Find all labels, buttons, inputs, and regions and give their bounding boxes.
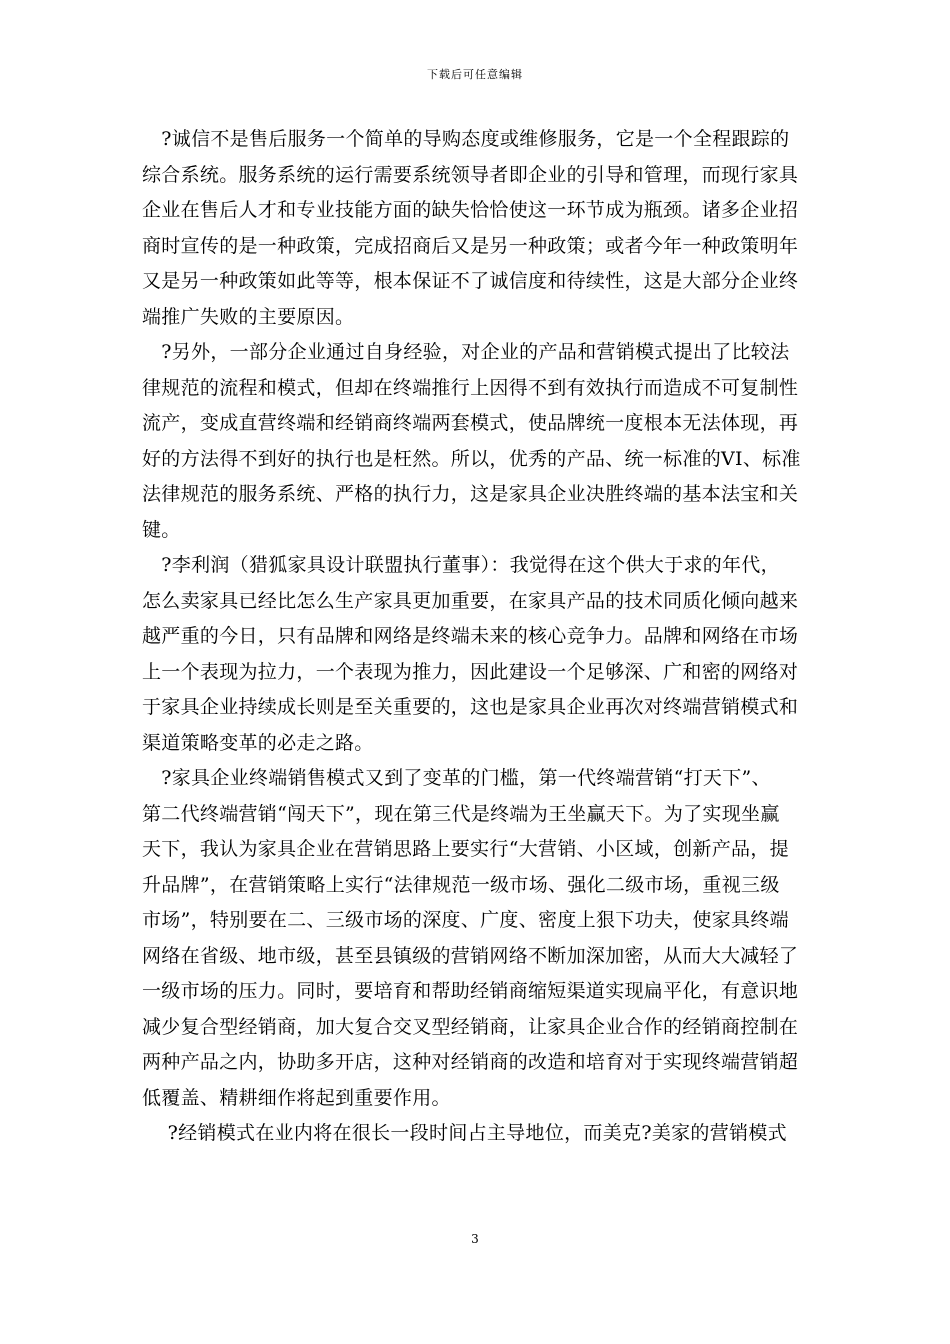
text-line: 怎么卖家具已经比怎么生产家具更加重要，在家具产品的技术同质化倾向越来 xyxy=(142,589,799,612)
text-line: ?经销模式在业内将在很长一段时间占主导地位，而美克?美家的营销模式 xyxy=(142,1122,787,1144)
paragraph-2 xyxy=(142,335,810,548)
document-body xyxy=(142,122,810,1152)
text-line: 低覆盖、精耕细作将起到重要作用。 xyxy=(142,1086,451,1109)
paragraph-4 xyxy=(142,761,810,1116)
text-line: 渠道策略变革的必走之路。 xyxy=(142,731,374,754)
text-line: 法律规范的服务系统、严格的执行力，这是家具企业决胜终端的基本法宝和关 xyxy=(142,483,799,505)
text-line: 一级市场的压力。同时，要培育和帮助经销商缩短渠道实现扁平化，有意识地 xyxy=(142,980,799,1002)
text-line: 流产，变成直营终端和经销商终端两套模式，使品牌统一度根本无法体现，再 xyxy=(142,412,799,434)
page-number: 3 xyxy=(471,1232,479,1246)
text-line: ?家具企业终端销售模式又到了变革的门槛，第一代终端营销“打天下”、 xyxy=(142,767,771,789)
text-line: 升品牌”，在营销策略上实行“法律规范一级市场、强化二级市场，重视三级 xyxy=(142,873,780,896)
text-line: ?诚信不是售后服务一个简单的导购态度或维修服务，它是一个全程跟踪的 xyxy=(142,128,790,150)
text-line: ?李利润（猎狐家具设计联盟执行董事）：我觉得在这个供大于求的年代， xyxy=(142,554,780,576)
text-line: 键。 xyxy=(142,518,181,541)
text-line: 越严重的今日，只有品牌和网络是终端未来的核心竞争力。品牌和网络在市场 xyxy=(142,625,799,647)
text-line: 减少复合型经销商，加大复合交叉型经销商，让家具企业合作的经销商控制在 xyxy=(142,1015,799,1038)
text-line: 商时宣传的是一种政策，完成招商后又是另一种政策；或者今年一种政策明年 xyxy=(142,234,799,257)
text-line: 又是另一种政策如此等等，根本保证不了诚信度和待续性，这是大部分企业终 xyxy=(142,270,799,292)
text-line: 律规范的流程和模式，但却在终端推行上因得不到有效执行而造成不可复制性 xyxy=(142,376,799,399)
paragraph-5 xyxy=(142,1116,810,1152)
paragraph-1 xyxy=(142,122,810,335)
text-line: 企业在售后人才和专业技能方面的缺失恰恰使这一环节成为瓶颈。诸多企业招 xyxy=(142,199,799,221)
text-line: 上一个表现为拉力，一个表现为推力，因此建设一个足够深、广和密的网络对 xyxy=(142,660,799,683)
text-line: 综合系统。服务系统的运行需要系统领导者即企业的引导和管理，而现行家具 xyxy=(142,163,799,186)
text-line: 天下，我认为家具企业在营销思路上要实行“大营销、小区域，创新产品，提 xyxy=(142,838,789,860)
page-header: 下载后可任意编辑 xyxy=(427,68,523,81)
text-line: 于家具企业持续成长则是至关重要的，这也是家具企业再次对终端营销模式和 xyxy=(142,696,799,718)
text-line: 好的方法得不到好的执行也是枉然。所以，优秀的产品、统一标准的VI、标准 xyxy=(142,447,801,470)
text-line: 端推广失败的主要原因。 xyxy=(142,305,355,328)
text-line: ?另外，一部分企业通过自身经验，对企业的产品和营销模式提出了比较法 xyxy=(142,341,790,363)
text-line: 网络在省级、地市级，甚至县镇级的营销网络不断加深加密，从而大大减轻了 xyxy=(142,944,799,967)
text-line: 市场”，特别要在二、三级市场的深度、广度、密度上狠下功夫，使家具终端 xyxy=(142,909,789,931)
text-line: 两种产品之内，协助多开店，这种对经销商的改造和培育对于实现终端营销超 xyxy=(142,1051,799,1073)
paragraph-3 xyxy=(142,548,810,761)
text-line: 第二代终端营销“闯天下”，现在第三代是终端为王坐赢天下。为了实现坐赢 xyxy=(142,802,780,825)
